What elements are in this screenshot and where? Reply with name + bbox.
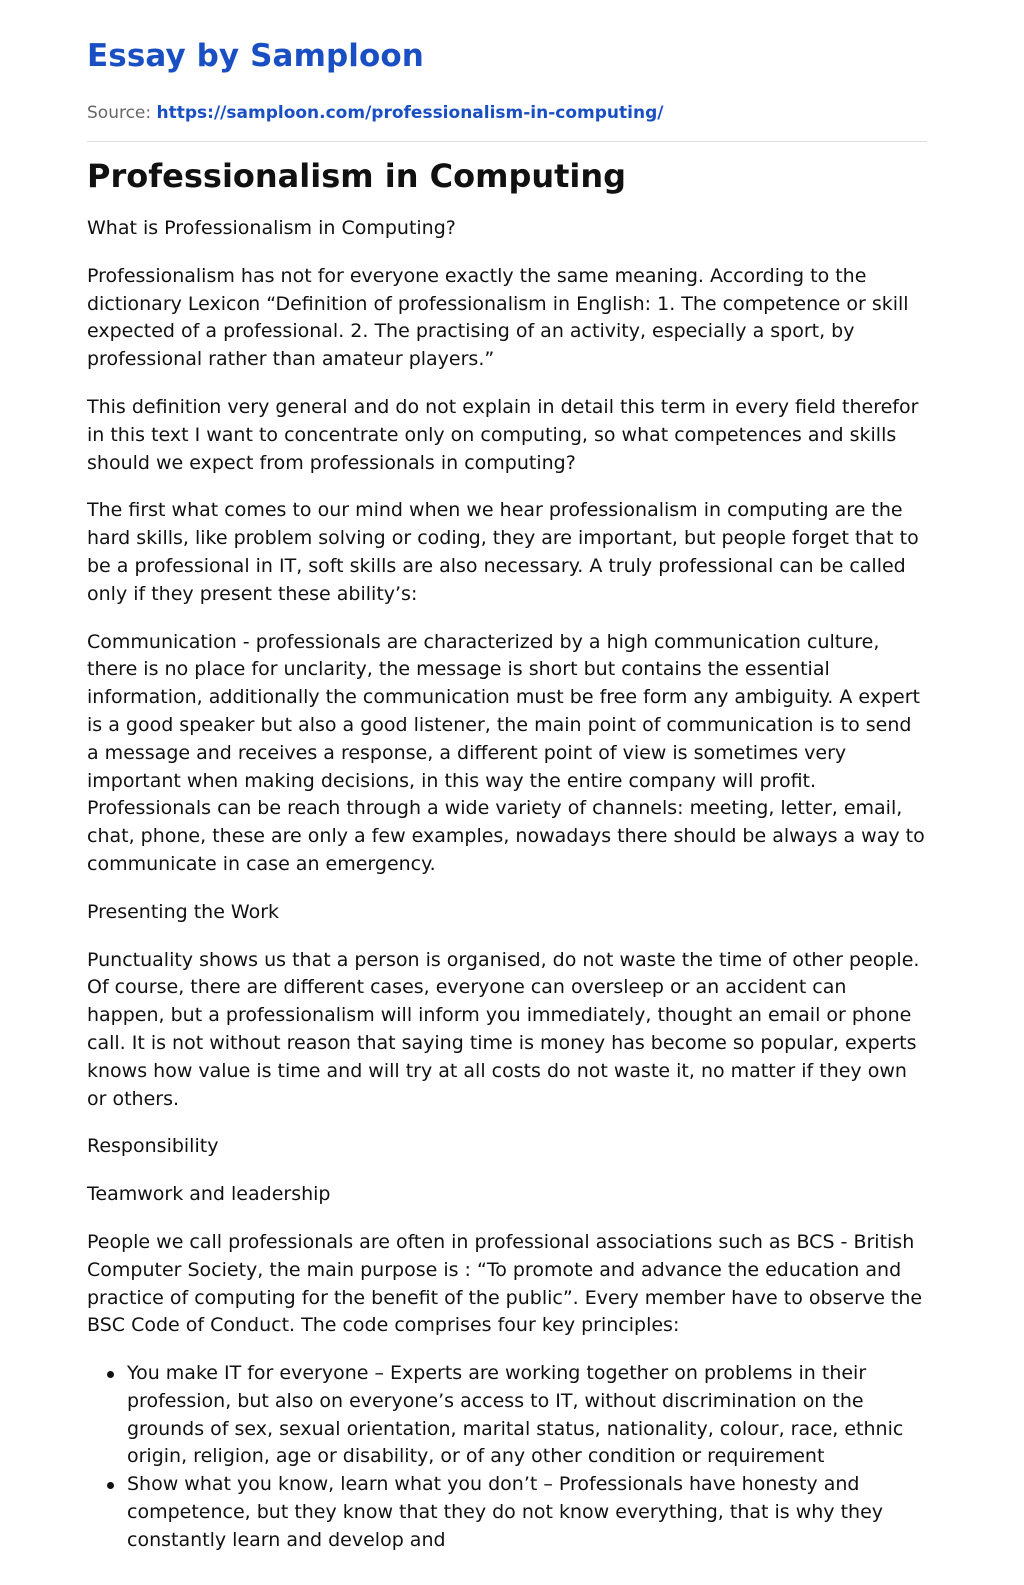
site-brand-title: Essay by Samploon bbox=[87, 38, 424, 74]
paragraph-punctuality: Punctuality shows us that a person is organised, do not waste the time of other people. Of course, there are different cases, everyone can oversleep or an accident can happen, but a professionalism will inform you immediately, thought an email or phone call. It is not without reason that saying time is money has become so popular, experts knows how value is time and will try at all costs do not waste it, no matter if they own or others. bbox=[87, 948, 920, 1110]
subheading-presenting-work: Presenting the Work bbox=[87, 900, 280, 923]
article-body bbox=[87, 215, 927, 1555]
list-item bbox=[127, 1360, 927, 1471]
subheading-teamwork: Teamwork and leadership bbox=[87, 1183, 331, 1206]
paragraph-general: This definition very general and do not explain in detail this term in every field therefor in this text I want to concentrate only on computing, so what competences and skills should we expect from professionals in computing? bbox=[87, 395, 919, 474]
source-line bbox=[87, 102, 927, 124]
list-item-text: You make IT for everyone – Experts are working together on problems in their profession, but also on everyone’s access to IT, without discrimination on the grounds of sex, sexual orientation, marital status, nationality, colour, race, ethnic origin, religion, age or disability, or of any other condition or requirement bbox=[127, 1362, 904, 1468]
essay-page bbox=[87, 0, 927, 1555]
source-link[interactable]: https://samploon.com/professionalism-in-computing/ bbox=[156, 103, 664, 123]
source-label: Source: bbox=[87, 103, 152, 123]
paragraph-definition: Professionalism has not for everyone exactly the same meaning. According to the dictionary Lexicon “Definition of professionalism in English: 1. The competence or skill expected of a professional. 2. The practising of an activity, especially a sport, by professional rather than amateur players.” bbox=[87, 264, 909, 371]
bullet-dot-icon bbox=[107, 1371, 114, 1378]
subheading-responsibility: Responsibility bbox=[87, 1135, 219, 1158]
subheading-what-is: What is Professionalism in Computing? bbox=[87, 217, 456, 239]
paragraph-bcs: People we call professionals are often in professional associations such as BCS - British Computer Society, the main purpose is : “To promote and advance the education and practice of computing for the benefit of the public”. Every member have to observe the BSC Code of Conduct. The code comprises four key principles: bbox=[87, 1230, 923, 1337]
article-title: Professionalism in Computing bbox=[87, 157, 627, 195]
paragraph-communication: Communication - professionals are characterized by a high communication culture, there is no place for unclarity, the message is short but contains the essential information, additionally the communication must be free form any ambiguity. A expert is a good speaker but also a good listener, the main point of communication is to send a message and receives a response, a different point of view is sometimes very important when making decisions, in this way the entire company will profit. Professionals can be reach through a wide variety of channels: meeting, letter, email, chat, phone, these are only a few examples, nowadays there should be always a way to communicate in case an emergency. bbox=[87, 630, 925, 875]
list-item bbox=[127, 1471, 927, 1554]
paragraph-hard-skills: The first what comes to our mind when we hear professionalism in computing are the hard skills, like problem solving or coding, they are important, but people forget that to be a professional in IT, soft skills are also necessary. A truly professional can be called only if they present these ability’s: bbox=[87, 499, 919, 605]
principles-list bbox=[87, 1360, 927, 1555]
header-divider bbox=[87, 141, 927, 142]
bullet-dot-icon bbox=[107, 1482, 114, 1489]
list-item-text: Show what you know, learn what you don’t – Professionals have honesty and competence, but they know that they do not know everything, that is why they constantly learn and develop and bbox=[127, 1473, 884, 1551]
